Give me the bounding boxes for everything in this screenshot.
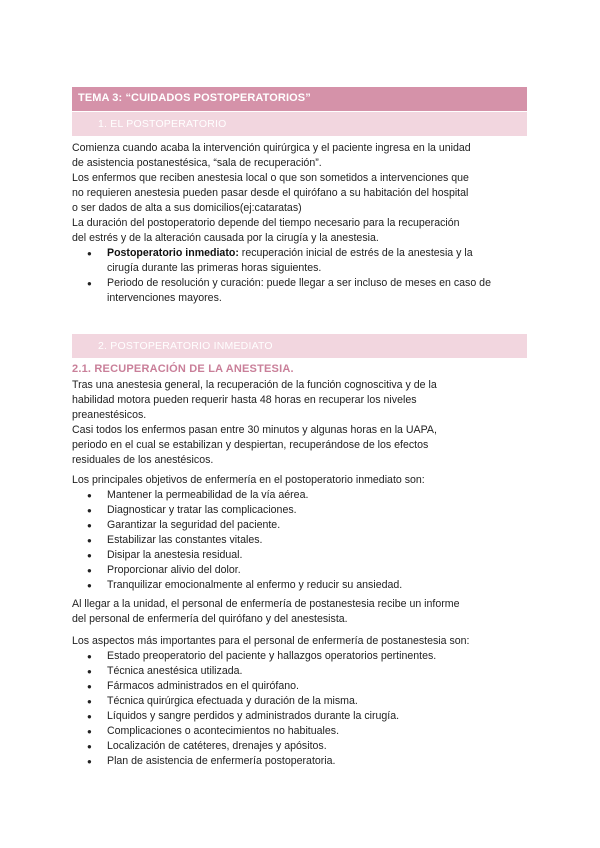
aspects-intro: Los aspectos más importantes para el personal de enfermería de postanestesia son: bbox=[72, 635, 470, 647]
text-line: o ser dados de alta a sus domicilios(ej:cataratas) bbox=[72, 202, 302, 214]
list-item bbox=[72, 246, 527, 261]
section-2-heading: 2. POSTOPERATORIO INMEDIATO bbox=[98, 340, 273, 352]
intro-paragraph bbox=[72, 141, 527, 306]
list-item-continuation: cirugía durante las primeras horas siguientes. bbox=[107, 262, 322, 274]
list-item: ● Tranquilizar emocionalmente al enfermo y reducir su ansiedad. bbox=[72, 578, 527, 593]
aspects-list bbox=[72, 649, 527, 769]
text-line: La duración del postoperatorio depende del tiempo necesario para la recuperación bbox=[72, 217, 460, 229]
text-line: periodo en el cual se estabilizan y despiertan, recuperándose de los efectos bbox=[72, 439, 429, 451]
text-line: Al llegar a la unidad, el personal de enfermería de postanestesia recibe un informe bbox=[72, 598, 460, 610]
text-line: Tras una anestesia general, la recuperación de la función cognoscitiva y de la bbox=[72, 379, 437, 391]
section-2-band bbox=[72, 334, 527, 358]
text-line: Casi todos los enfermos pasan entre 30 minutos y algunas horas en la UAPA, bbox=[72, 424, 437, 436]
list-item: ● Proporcionar alivio del dolor. bbox=[72, 563, 527, 578]
list-item: ● Diagnosticar y tratar las complicaciones. bbox=[72, 503, 527, 518]
recovery-paragraph bbox=[72, 378, 527, 468]
arrival-paragraph bbox=[72, 597, 527, 627]
objectives-list bbox=[72, 488, 527, 593]
text-line: Comienza cuando acaba la intervención quirúrgica y el paciente ingresa en la unidad bbox=[72, 142, 471, 154]
section-1-heading: 1. EL POSTOPERATORIO bbox=[98, 118, 227, 130]
list-item: ● Complicaciones o acontecimientos no habituales. bbox=[72, 724, 527, 739]
text-line: de asistencia postanestésica, “sala de recuperación”. bbox=[72, 157, 322, 169]
list-item: ● Fármacos administrados en el quirófano. bbox=[72, 679, 527, 694]
list-item: ● Técnica quirúrgica efectuada y duración de la misma. bbox=[72, 694, 527, 709]
list-item: ● Localización de catéteres, drenajes y apósitos. bbox=[72, 739, 527, 754]
objectives-section bbox=[72, 473, 527, 593]
text-line: preanestésicos. bbox=[72, 409, 147, 421]
text-line: residuales de los anestésicos. bbox=[72, 454, 214, 466]
list-item-text: recuperación inicial de estrés de la anestesia y la bbox=[238, 247, 473, 259]
list-item: ● Mantener la permeabilidad de la vía aérea. bbox=[72, 488, 527, 503]
list-item-continuation: intervenciones mayores. bbox=[107, 292, 222, 304]
bold-term: Postoperatorio inmediato: bbox=[107, 247, 239, 259]
list-item: ● Plan de asistencia de enfermería postoperatoria. bbox=[72, 754, 527, 769]
topic-title-band bbox=[72, 87, 527, 111]
text-line: habilidad motora pueden requerir hasta 48 horas en recuperar los niveles bbox=[72, 394, 417, 406]
text-line: del estrés y de la alteración causada por la cirugía y la anestesia. bbox=[72, 232, 379, 244]
postoperative-phases-list bbox=[72, 246, 527, 306]
text-line: Los enfermos que reciben anestesia local o que son sometidos a intervenciones que bbox=[72, 172, 469, 184]
list-item: ● Garantizar la seguridad del paciente. bbox=[72, 518, 527, 533]
objectives-intro: Los principales objetivos de enfermería en el postoperatorio inmediato son: bbox=[72, 474, 425, 486]
list-item: ● Estabilizar las constantes vitales. bbox=[72, 533, 527, 548]
aspects-section bbox=[72, 634, 527, 769]
list-item: ● Estado preoperatorio del paciente y hallazgos operatorios pertinentes. bbox=[72, 649, 527, 664]
list-item: ● Periodo de resolución y curación: puede llegar a ser incluso de meses en caso de bbox=[72, 276, 527, 291]
subsection-heading: 2.1. RECUPERACIÓN DE LA ANESTESIA. bbox=[72, 363, 294, 375]
text-line: no requieren anestesia pueden pasar desde el quirófano a su habitación del hospital bbox=[72, 187, 469, 199]
text-line: del personal de enfermería del quirófano y del anestesista. bbox=[72, 613, 348, 625]
list-item: ● Disipar la anestesia residual. bbox=[72, 548, 527, 563]
section-1-band bbox=[72, 112, 527, 136]
list-item: ● Líquidos y sangre perdidos y administrados durante la cirugía. bbox=[72, 709, 527, 724]
list-item: ● Técnica anestésica utilizada. bbox=[72, 664, 527, 679]
topic-title: TEMA 3: “CUIDADOS POSTOPERATORIOS” bbox=[78, 92, 311, 104]
